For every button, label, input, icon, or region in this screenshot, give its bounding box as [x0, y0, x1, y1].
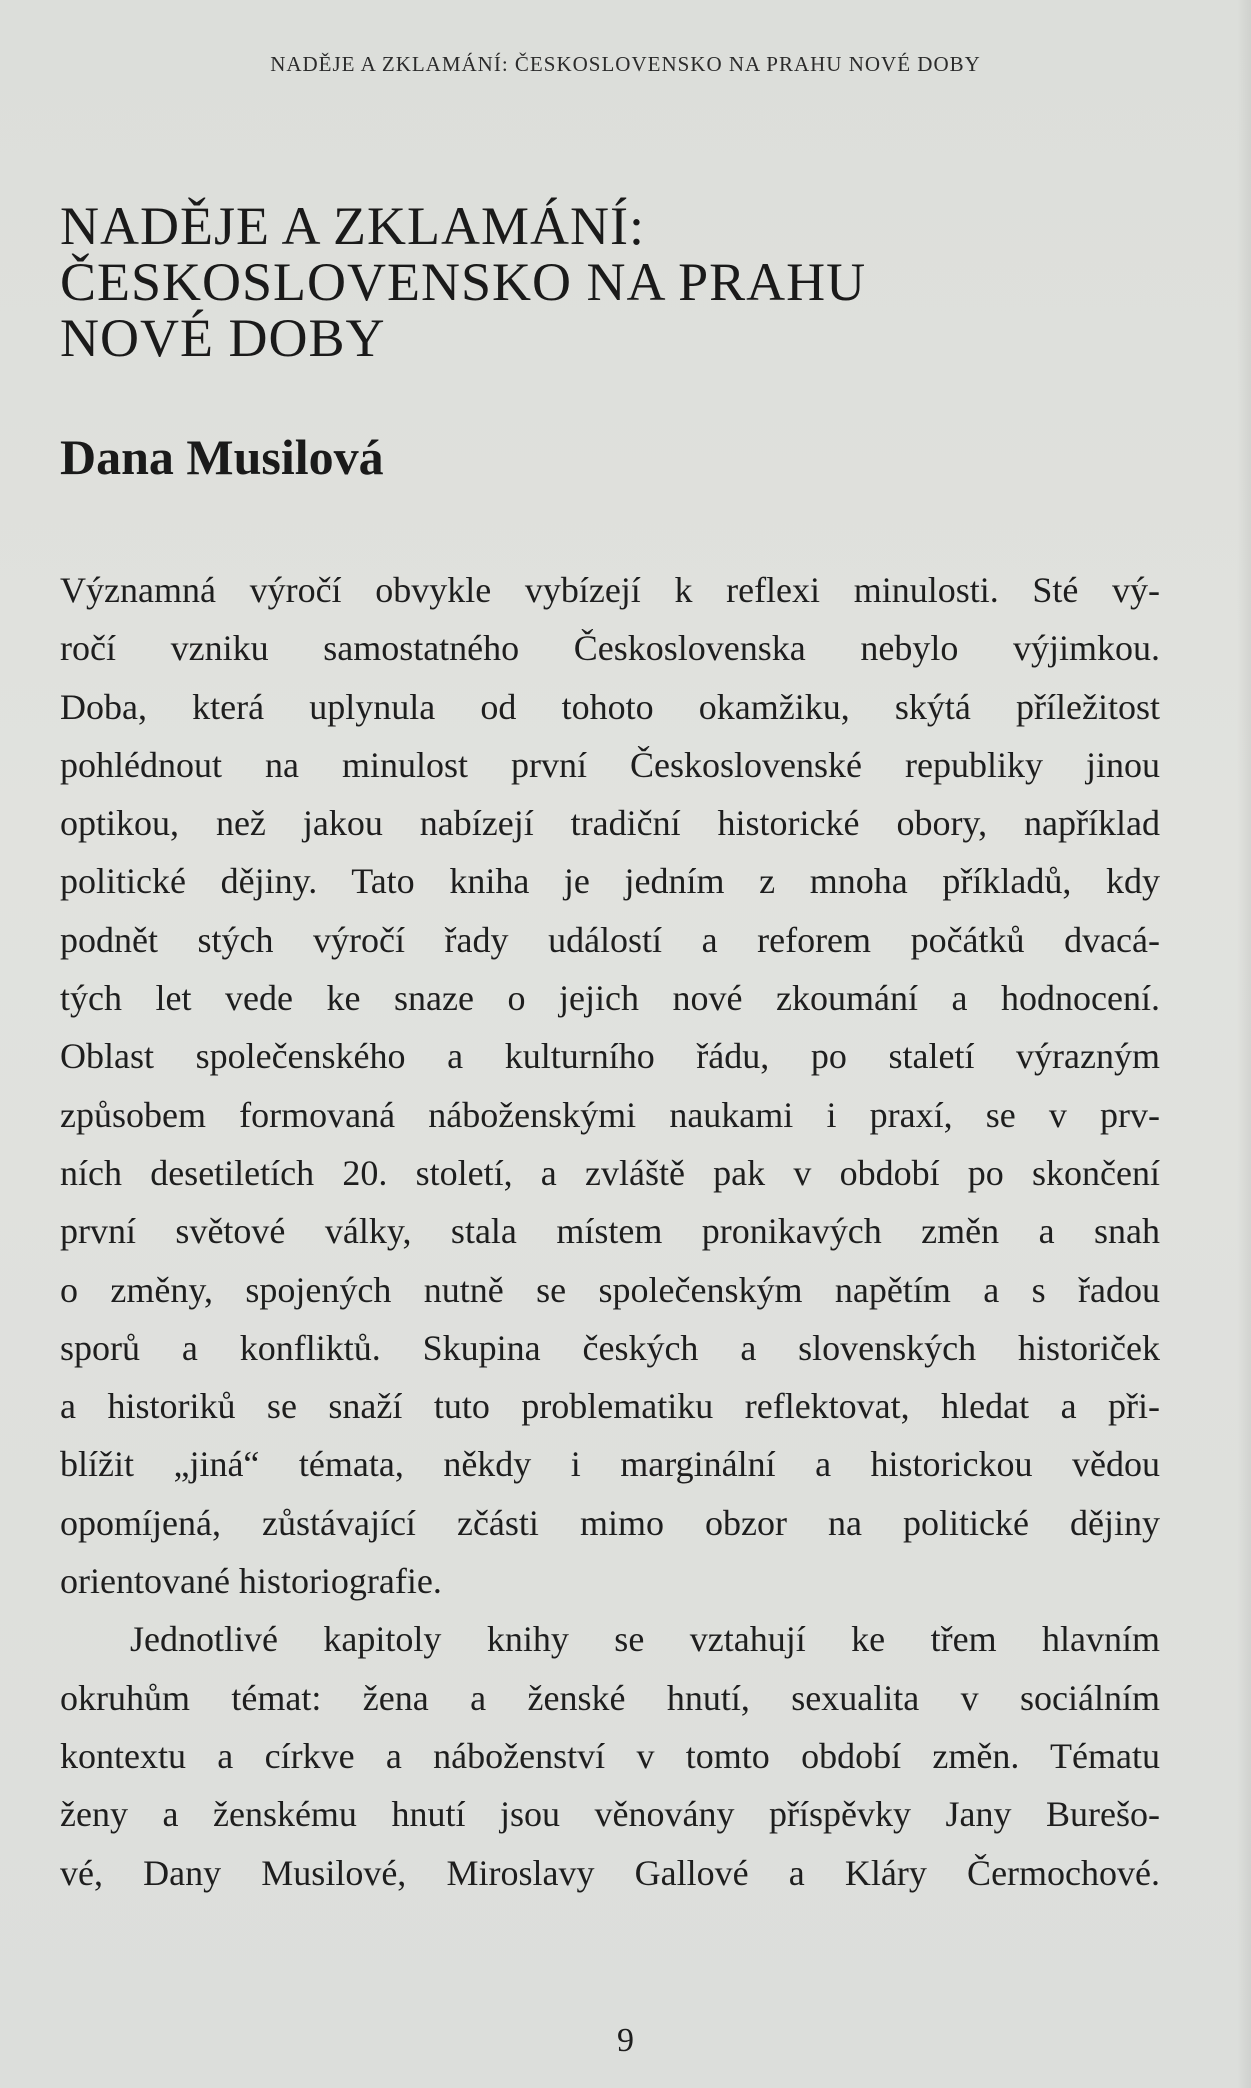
- text-line: tých let vede ke snaze o jejich nové zkoumání a hodnocení.: [60, 978, 1160, 1019]
- page-edge-shadow: [1237, 0, 1251, 2088]
- text-line: o změny, spojených nutně se společenským napětím a s řadou: [60, 1269, 1160, 1310]
- chapter-title-line: NOVÉ DOBY: [60, 308, 386, 368]
- text-line: pohlédnout na minulost první Československé republiky jinou: [60, 744, 1160, 785]
- text-line: a historiků se snaží tuto problematiku reflektovat, hledat a při-: [60, 1386, 1160, 1427]
- text-line: kontextu a církve a náboženství v tomto období změn. Tématu: [60, 1735, 1160, 1776]
- text-line: ženy a ženskému hnutí jsou věnovány příspěvky Jany Burešo-: [60, 1794, 1160, 1835]
- chapter-title-line: ČESKOSLOVENSKO NA PRAHU: [60, 252, 867, 312]
- chapter-title: [60, 198, 1160, 366]
- body-text: [60, 561, 1160, 1902]
- text-line: opomíjená, zůstávající zčásti mimo obzor na politické dějiny: [60, 1502, 1160, 1543]
- text-line: Oblast společenského a kulturního řádu, po staletí výrazným: [60, 1036, 1160, 1077]
- text-line: ních desetiletích 20. století, a zvláště pak v období po skončení: [60, 1152, 1160, 1193]
- page-number: 9: [617, 2022, 634, 2059]
- paragraph-2: [60, 1610, 1160, 1901]
- text-line: způsobem formovaná náboženskými naukami i praxí, se v prv-: [60, 1094, 1160, 1135]
- text-line: vé, Dany Musilové, Miroslavy Gallové a Kláry Čermochové.: [60, 1852, 1160, 1893]
- text-line: sporů a konfliktů. Skupina českých a slovenských historiček: [60, 1327, 1160, 1368]
- text-line: podnět stých výročí řady událostí a reforem počátků dvacá-: [60, 919, 1160, 960]
- text-line: optikou, než jakou nabízejí tradiční historické obory, například: [60, 803, 1160, 844]
- text-line: blížit „jiná“ témata, někdy i marginální a historickou vědou: [60, 1444, 1160, 1485]
- running-head: NADĚJE A ZKLAMÁNÍ: ČESKOSLOVENSKO NA PRAHU NOVÉ DOBY: [270, 52, 981, 76]
- author-name: Dana Musilová: [60, 429, 384, 485]
- text-line: ročí vzniku samostatného Československa nebylo výjimkou.: [60, 628, 1160, 669]
- text-line: první světové války, stala místem pronikavých změn a snah: [60, 1211, 1160, 1252]
- text-line: okruhům témat: žena a ženské hnutí, sexualita v sociálním: [60, 1677, 1160, 1718]
- text-line: politické dějiny. Tato kniha je jedním z mnoha příkladů, kdy: [60, 861, 1160, 902]
- chapter-title-line: NADĚJE A ZKLAMÁNÍ:: [60, 196, 645, 256]
- paragraph-1: [60, 561, 1160, 1610]
- text-line: Významná výročí obvykle vybízejí k reflexi minulosti. Sté vý-: [60, 570, 1160, 610]
- text-line: orientované historiografie.: [60, 1561, 442, 1602]
- text-line: Doba, která uplynula od tohoto okamžiku, skýtá příležitost: [60, 686, 1160, 727]
- text-line: Jednotlivé kapitoly knihy se vztahují ke třem hlavním: [130, 1619, 1160, 1660]
